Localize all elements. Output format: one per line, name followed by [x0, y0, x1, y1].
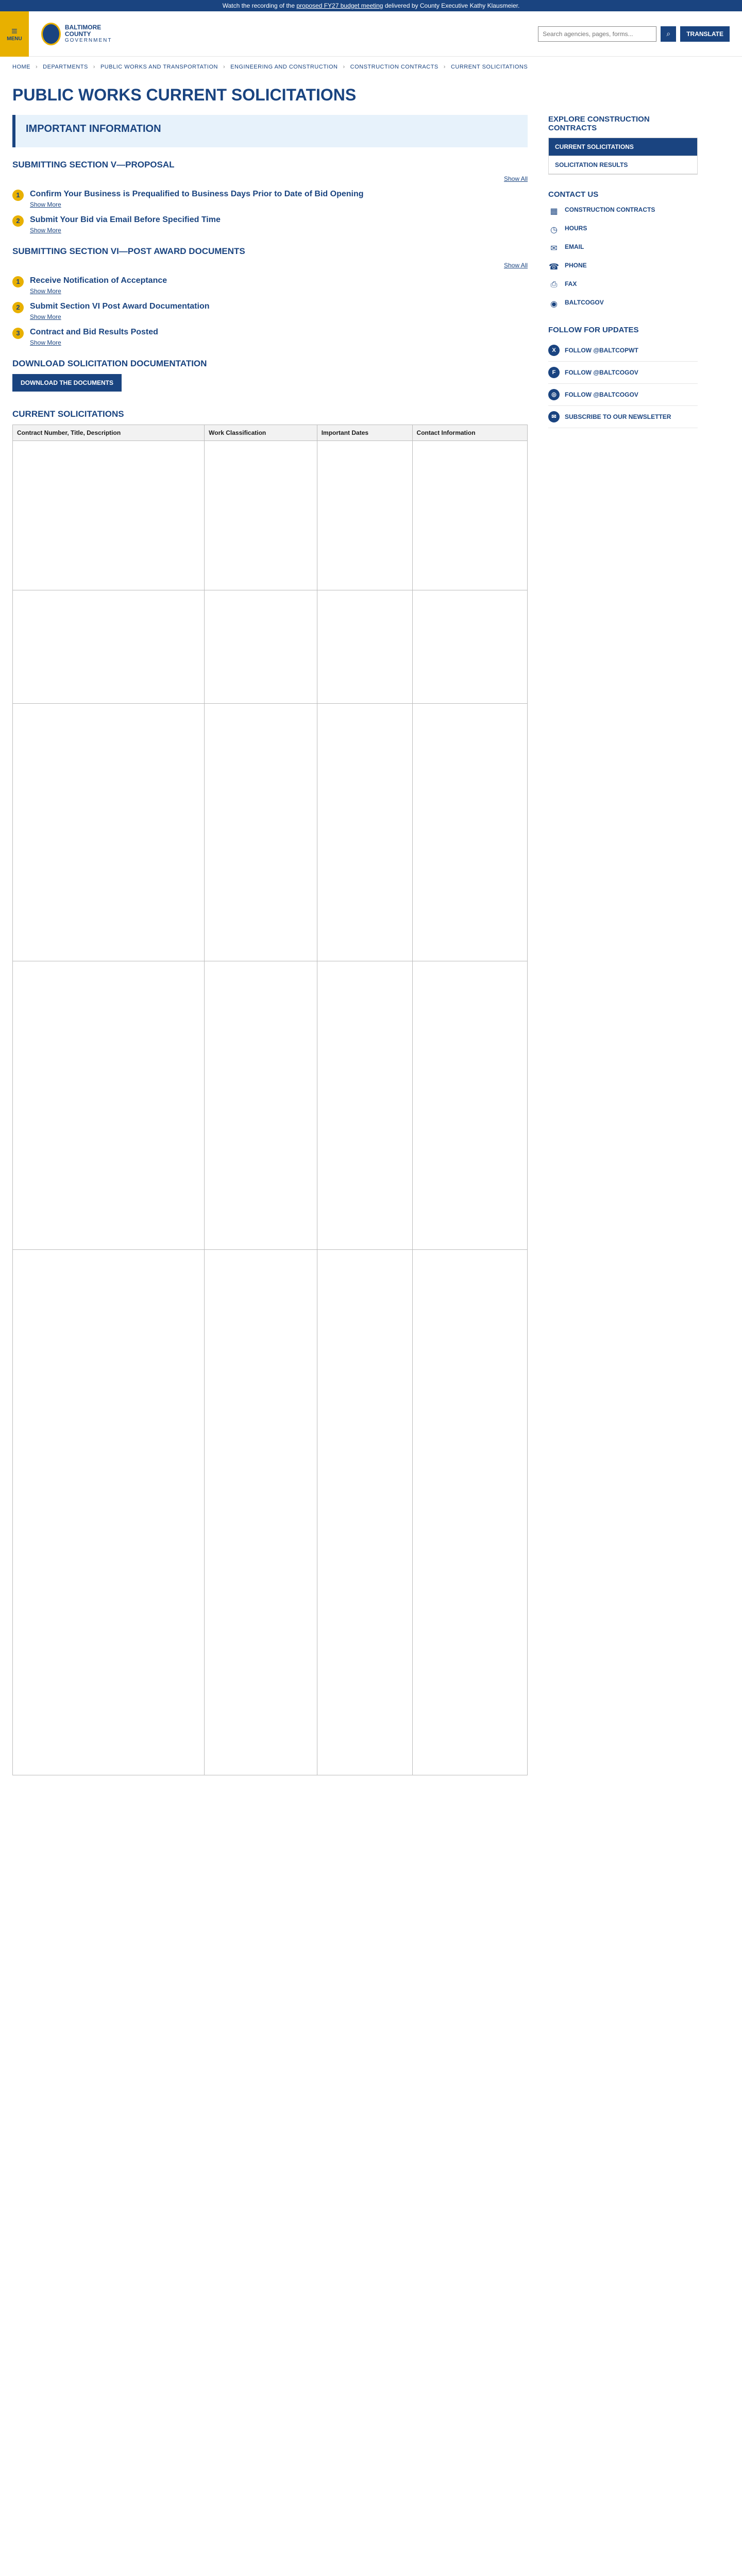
menu-label: MENU: [7, 36, 22, 42]
row-classification: [205, 441, 317, 590]
breadcrumb-construction-contracts[interactable]: CONSTRUCTION CONTRACTS: [350, 64, 439, 70]
subscribe-newsletter[interactable]: [548, 406, 698, 428]
step-title[interactable]: Receive Notification of Acceptance: [30, 276, 167, 285]
sidebar: [548, 115, 698, 1775]
row-title: [13, 961, 205, 1250]
county-logo[interactable]: [41, 23, 119, 45]
sidebar-item-current-solicitations[interactable]: CURRENT SOLICITATIONS: [549, 138, 697, 156]
contact-hours: [548, 225, 698, 236]
column-header: Important Dates: [317, 425, 412, 441]
row-title: [13, 704, 205, 961]
follow-facebook[interactable]: [548, 362, 698, 384]
hamburger-icon: ≡: [11, 25, 18, 37]
column-header: Contract Number, Title, Description: [13, 425, 205, 441]
follow-label: SUBSCRIBE TO OUR NEWSLETTER: [565, 413, 671, 420]
site-header: [0, 11, 742, 57]
row-title: [13, 590, 205, 704]
contact-fax-head: FAX: [565, 280, 577, 287]
follow-instagram[interactable]: [548, 384, 698, 406]
row-dates: [317, 1250, 412, 1775]
step-title[interactable]: Submit Your Bid via Email Before Specified Time: [30, 215, 221, 224]
alert-link[interactable]: proposed FY27 budget meeting: [296, 2, 383, 9]
row-classification: [205, 1250, 317, 1775]
contact-hours-head: HOURS: [565, 225, 587, 232]
explore-title: EXPLORE CONSTRUCTION CONTRACTS: [548, 115, 650, 132]
contact-title: CONTACT US: [548, 190, 599, 199]
breadcrumb-current: CURRENT SOLICITATIONS: [450, 64, 528, 70]
menu-button[interactable]: [0, 11, 29, 57]
step-show-more[interactable]: Show More: [30, 339, 61, 346]
email-icon: ✉: [550, 244, 558, 253]
step-title[interactable]: Contract and Bid Results Posted: [30, 328, 158, 336]
row-classification: [205, 590, 317, 704]
follow-label: FOLLOW @BALTCOGOV: [565, 369, 638, 376]
table-row: [13, 590, 528, 704]
instagram-icon: ◎: [548, 389, 560, 400]
person-icon: ◉: [550, 300, 558, 309]
building-icon: ▦: [550, 207, 558, 216]
county-seal-icon: [41, 23, 61, 45]
section-v-show-all[interactable]: Show All: [503, 175, 528, 182]
column-header: Contact Information: [412, 425, 527, 441]
row-contact: [412, 961, 527, 1250]
breadcrumb-engineering[interactable]: ENGINEERING AND CONSTRUCTION: [230, 64, 338, 70]
logo-line1: BALTIMORE COUNTY: [64, 23, 102, 38]
search-button[interactable]: [661, 26, 676, 42]
clock-icon: ◷: [550, 226, 558, 234]
contact-email-head: EMAIL: [565, 243, 584, 250]
contact-phone-head: PHONE: [565, 262, 587, 269]
sidebar-nav: [548, 138, 698, 175]
row-contact: [412, 441, 527, 590]
section-vi-step: [12, 302, 528, 320]
step-number: 1: [12, 190, 24, 201]
row-classification: [205, 961, 317, 1250]
contact-person: [548, 299, 698, 310]
row-contact: [412, 590, 527, 704]
step-title[interactable]: Confirm Your Business is Prequalified to Business Days Prior to Date of Bid Opening: [30, 190, 364, 198]
row-dates: [317, 590, 412, 704]
table-row: [13, 441, 528, 590]
solicitations-table: [12, 425, 528, 1775]
x-icon: X: [548, 345, 560, 356]
row-title: [13, 441, 205, 590]
contact-email: [548, 243, 698, 255]
alert-text-lead: Watch the recording of the: [222, 2, 295, 9]
section-v-step: [12, 190, 528, 208]
email-icon: ✉: [548, 411, 560, 422]
step-number: 3: [12, 328, 24, 339]
sidebar-item-solicitation-results[interactable]: SOLICITATION RESULTS: [549, 156, 697, 174]
breadcrumb: HOME › DEPARTMENTS › PUBLIC WORKS AND TRANSPORTATION › ENGINEERING AND CONSTRUCTION › CONSTRUCTION CONTRACTS › CURRENT SOLICITATIONS: [12, 64, 528, 70]
alert-bar: [0, 0, 742, 11]
step-number: 2: [12, 215, 24, 227]
contact-phone: [548, 262, 698, 273]
section-vi-step: [12, 328, 528, 346]
step-number: 1: [12, 276, 24, 287]
solicitations-title: CURRENT SOLICITATIONS: [12, 409, 124, 419]
row-classification: [205, 704, 317, 961]
download-documents-button[interactable]: DOWNLOAD THE DOCUMENTS: [12, 374, 122, 392]
step-show-more[interactable]: Show More: [30, 313, 61, 320]
row-dates: [317, 961, 412, 1250]
column-header: Work Classification: [205, 425, 317, 441]
row-contact: [412, 704, 527, 961]
contact-office-name: CONSTRUCTION CONTRACTS: [565, 206, 655, 213]
page-title: PUBLIC WORKS CURRENT SOLICITATIONS: [12, 86, 357, 104]
section-v-title: SUBMITTING SECTION V—PROPOSAL: [12, 160, 175, 170]
table-row: [13, 961, 528, 1250]
contact-fax: [548, 280, 698, 292]
search-icon: ⌕: [666, 29, 671, 38]
section-vi-title: SUBMITTING SECTION VI—POST AWARD DOCUMENTS: [12, 246, 245, 256]
table-row: [13, 1250, 528, 1775]
contact-office: [548, 206, 698, 217]
phone-icon: ☎: [549, 263, 559, 272]
step-show-more[interactable]: Show More: [30, 287, 61, 295]
step-title[interactable]: Submit Section VI Post Award Documentation: [30, 302, 210, 311]
main-content: [12, 115, 528, 1775]
row-dates: [317, 704, 412, 961]
translate-button[interactable]: TRANSLATE: [680, 26, 730, 42]
breadcrumb-departments[interactable]: DEPARTMENTS: [43, 64, 88, 70]
section-vi-show-all[interactable]: Show All: [503, 262, 528, 269]
step-show-more[interactable]: Show More: [30, 227, 61, 234]
section-vi-step: [12, 276, 528, 295]
follow-label: FOLLOW @BALTCOGOV: [565, 391, 638, 398]
table-row: [13, 704, 528, 961]
alert-text-tail: delivered by County Executive Kathy Klausmeier.: [384, 2, 520, 9]
row-contact: [412, 1250, 527, 1775]
important-title: IMPORTANT INFORMATION: [26, 123, 161, 134]
follow-title: FOLLOW FOR UPDATES: [548, 326, 639, 334]
step-number: 2: [12, 302, 24, 313]
section-v-step: [12, 215, 528, 234]
logo-line2: GOVERNMENT: [64, 38, 112, 44]
contact-person-head: BALTCOGOV: [565, 299, 604, 306]
step-show-more[interactable]: Show More: [30, 201, 61, 208]
fax-icon: ⎙: [550, 280, 558, 289]
breadcrumb-home[interactable]: HOME: [12, 64, 30, 70]
download-title: DOWNLOAD SOLICITATION DOCUMENTATION: [12, 359, 207, 368]
search-input[interactable]: [538, 26, 656, 42]
follow-label: FOLLOW @BALTCOPWT: [565, 347, 638, 354]
breadcrumb-public-works[interactable]: PUBLIC WORKS AND TRANSPORTATION: [100, 64, 218, 70]
row-dates: [317, 441, 412, 590]
facebook-icon: F: [548, 367, 560, 378]
follow-x[interactable]: [548, 340, 698, 362]
important-info-box: [12, 115, 528, 147]
row-title: [13, 1250, 205, 1775]
